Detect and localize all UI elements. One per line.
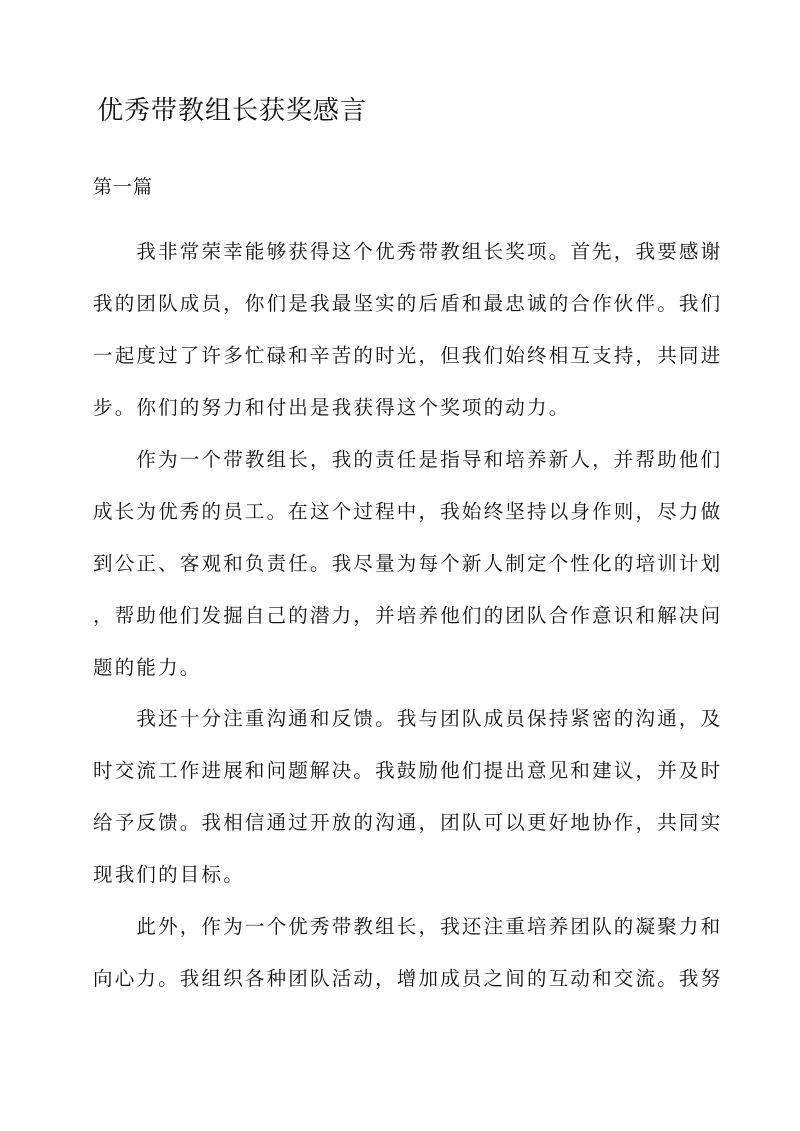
paragraph-line: 现我们的目标。 (93, 863, 245, 886)
paragraph-line: 一起度过了许多忙碌和辛苦的时光，但我们始终相互支持，共同进 (93, 344, 723, 367)
paragraph-2 (93, 434, 723, 694)
paragraph-line: 成长为优秀的员工。在这个过程中，我始终坚持以身作则，尽力做 (93, 500, 723, 523)
paragraph-line: 我的团队成员，你们是我最坚实的后盾和最忠诚的合作伙伴。我们 (93, 292, 723, 315)
paragraph-line: 我非常荣幸能够获得这个优秀带教组长奖项。首先，我要感谢 (93, 240, 723, 263)
paragraph-line: ，帮助他们发掘自己的潜力，并培养他们的团队合作意识和解决问 (93, 604, 723, 627)
paragraph-line: 向心力。我组织各种团队活动，增加成员之间的互动和交流。我努 (93, 967, 723, 990)
paragraph-line: 步。你们的努力和付出是我获得这个奖项的动力。 (93, 396, 571, 419)
paragraph-3 (93, 693, 723, 901)
paragraph-line: 我还十分注重沟通和反馈。我与团队成员保持紧密的沟通，及 (93, 707, 723, 730)
document-title: 优秀带教组长获奖感言 (97, 96, 368, 126)
section-heading: 第一篇 (93, 176, 154, 198)
paragraph-line: 题的能力。 (93, 656, 202, 679)
paragraph-line: 给予反馈。我相信通过开放的沟通，团队可以更好地协作，共同实 (93, 811, 723, 834)
paragraph-line: 时交流工作进展和问题解决。我鼓励他们提出意见和建议，并及时 (93, 759, 723, 782)
paragraph-line: 到公正、客观和负责任。我尽量为每个新人制定个性化的培训计划 (93, 552, 723, 575)
paragraph-line: 作为一个带教组长，我的责任是指导和培养新人，并帮助他们 (93, 448, 723, 471)
paragraph-4 (93, 901, 723, 1005)
paragraph-line: 此外，作为一个优秀带教组长，我还注重培养团队的凝聚力和 (93, 915, 723, 938)
paragraph-1 (93, 226, 723, 434)
